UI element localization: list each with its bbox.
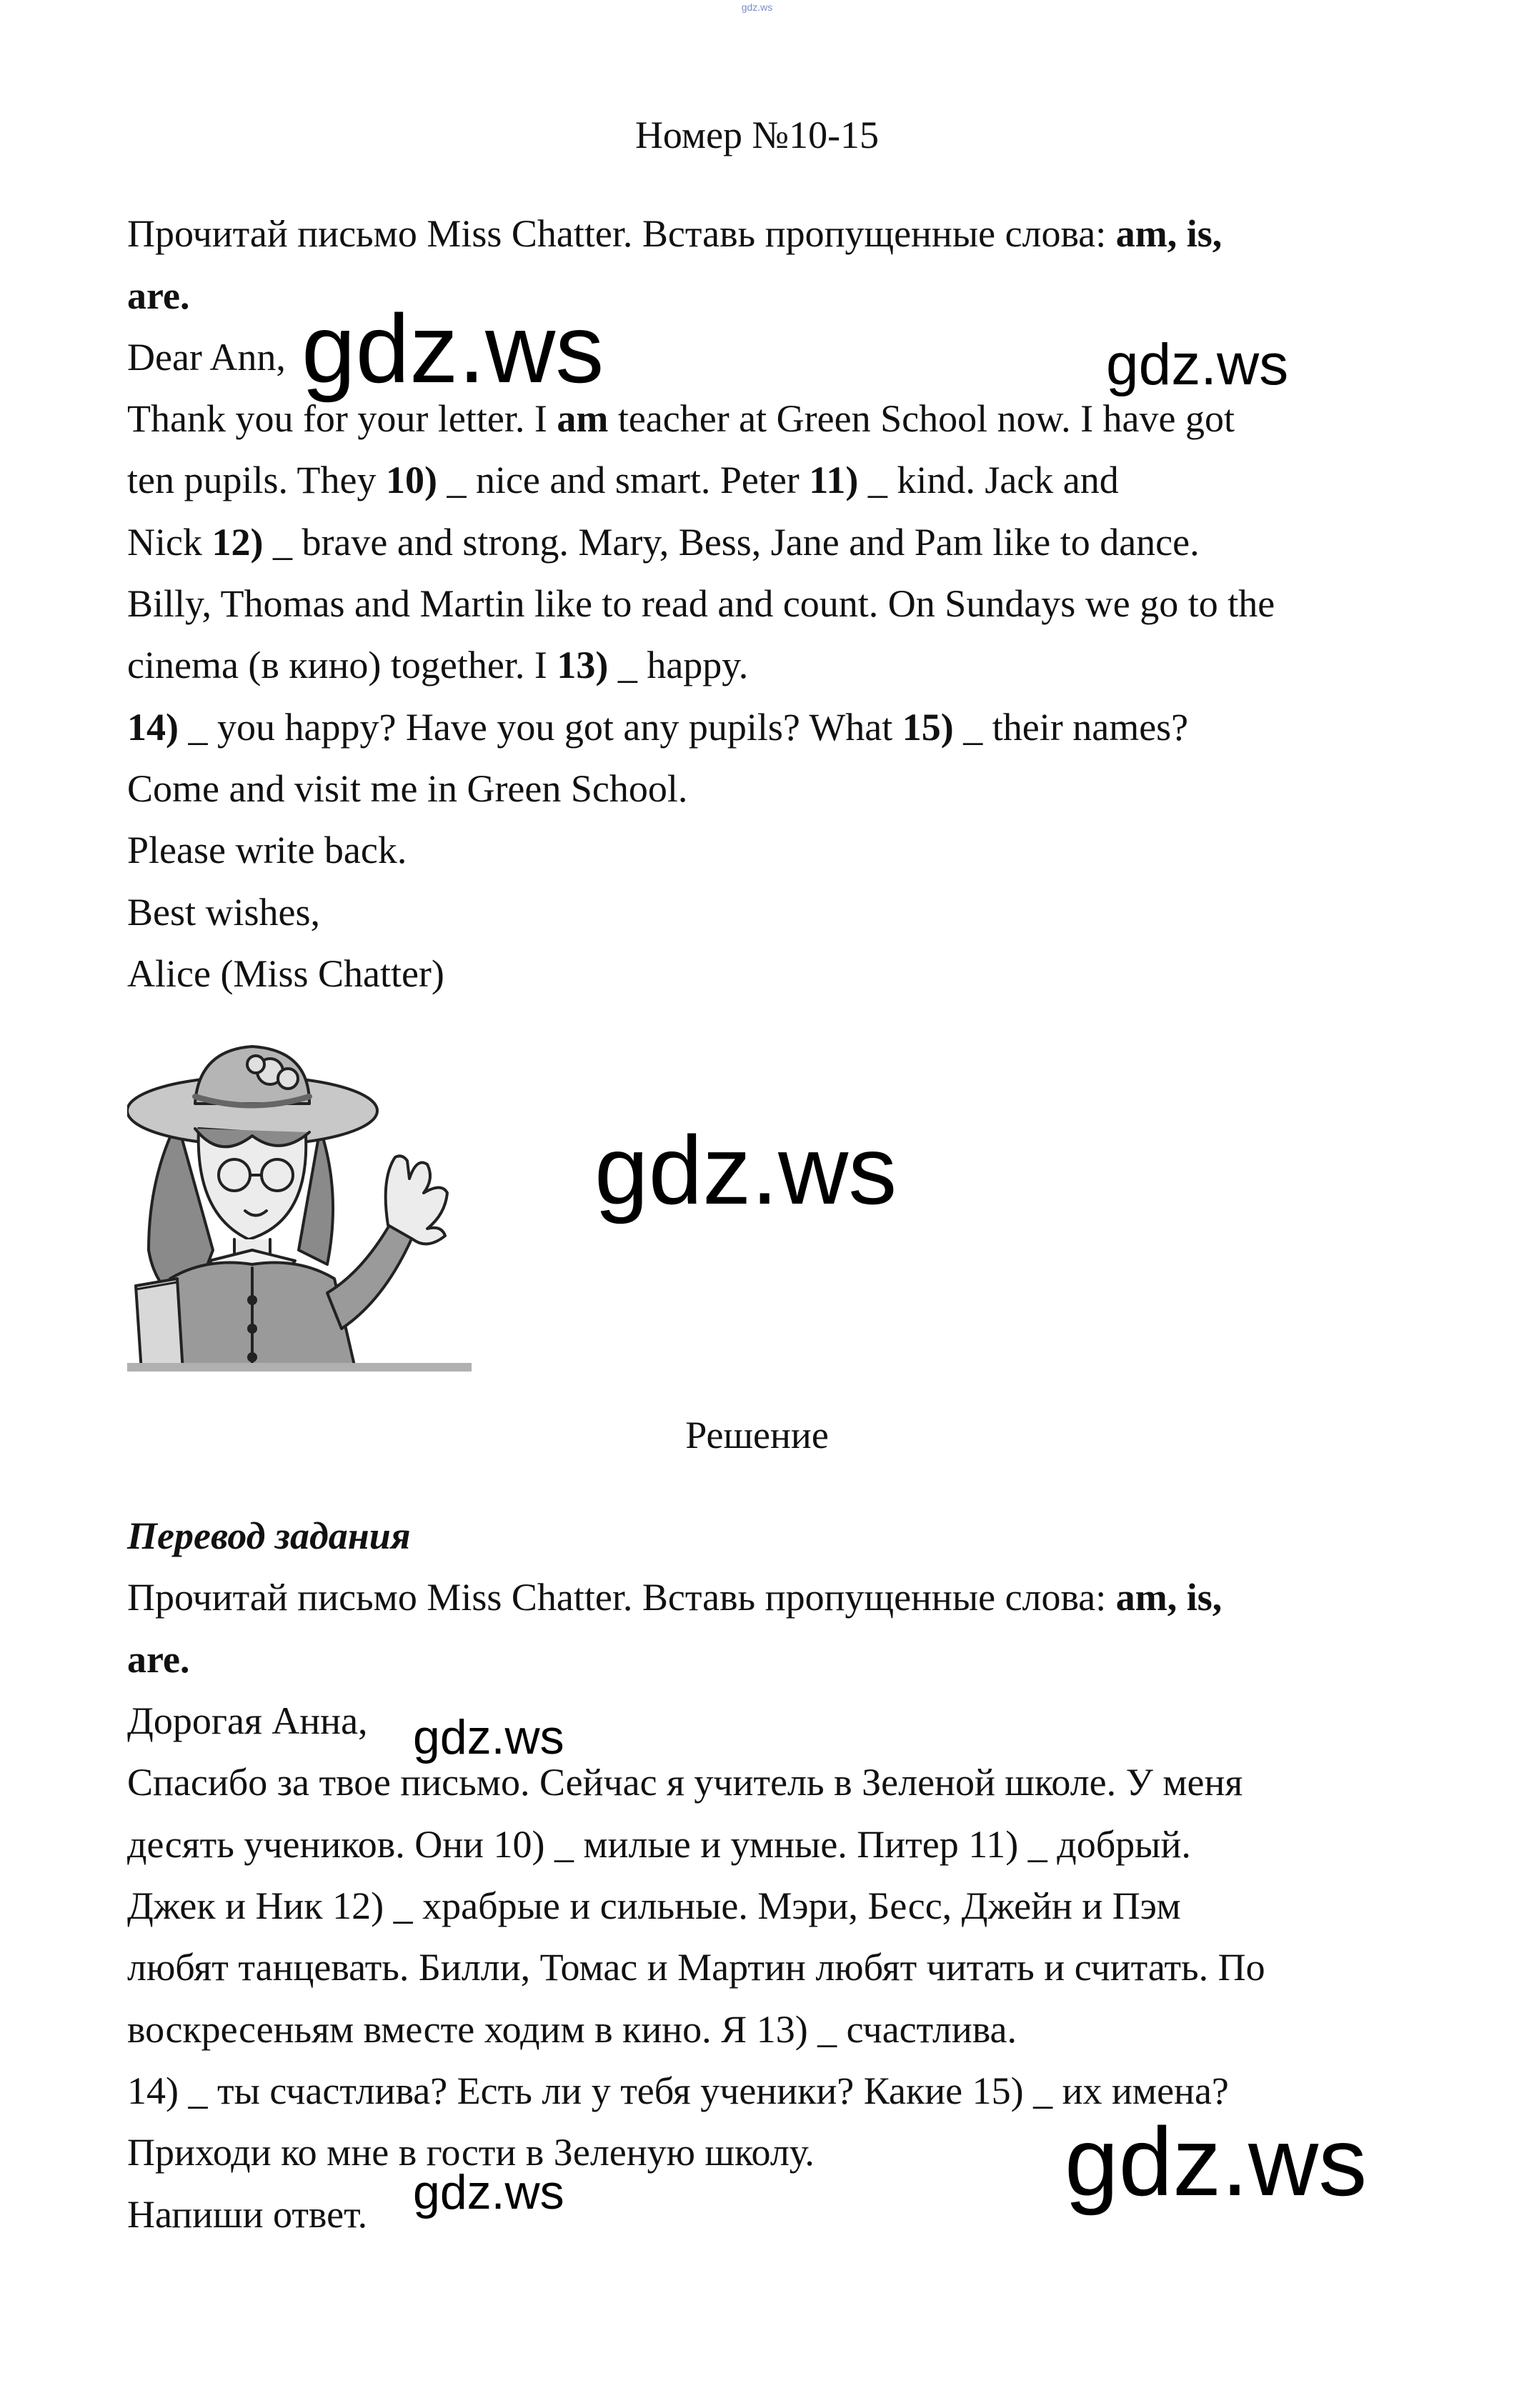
solution-title: Решение — [685, 1414, 829, 1457]
letter-line-8: Please write back. — [127, 829, 407, 871]
letter-line-6 — [127, 706, 1189, 749]
letter-line-6-a: 14) — [127, 706, 179, 749]
teacher-illustration — [127, 1036, 472, 1372]
letter-signature: Alice (Miss Chatter) — [127, 952, 444, 995]
letter-line-1-c: teacher at Green School now. I have got — [608, 397, 1235, 440]
task-line-1-text: Прочитай письмо Miss Chatter. Вставь пропущенные слова: — [127, 212, 1116, 255]
translation-line-1: Спасибо за твое письмо. Сейчас я учитель в Зеленой школе. У меня — [127, 1761, 1243, 1804]
translation-heading: Перевод задания — [127, 1514, 411, 1557]
translation-task-line-1 — [127, 1578, 1222, 1617]
letter-line-3 — [127, 521, 1200, 564]
translation-task-line-2 — [127, 1640, 189, 1679]
letter-line-2-b: 10) — [385, 459, 437, 501]
watermark-2: gdz.ws — [1106, 332, 1289, 397]
letter-line-6-b: _ you happy? Have you got any pupils? What — [178, 706, 902, 749]
translation-line-7: Приходи ко мне в гости в Зеленую школу. — [127, 2131, 815, 2174]
letter-line-1-a: Thank you for your letter. I — [127, 397, 557, 440]
letter-line-2-d: 11) — [809, 459, 859, 501]
letter-line-3-a: Nick — [127, 521, 212, 564]
letter-line-1-b: am — [557, 397, 609, 440]
letter-line-7: Come and visit me in Green School. — [127, 767, 688, 810]
letter-line-2-a: ten pupils. They — [127, 459, 386, 501]
letter-line-3-c: _ brave and strong. Mary, Bess, Jane and Pam like to dance. — [263, 521, 1200, 564]
translation-line-2: десять учеников. Они 10) _ милые и умные. Питер 11) _ добрый. — [127, 1823, 1191, 1866]
watermark-3: gdz.ws — [594, 1116, 897, 1224]
watermark-6: gdz.ws — [413, 2165, 564, 2219]
task-line-1 — [127, 214, 1222, 253]
task-line-2-bold: are. — [127, 274, 190, 317]
letter-line-5-a: cinema (в кино) together. I — [127, 644, 557, 686]
watermark-4: gdz.ws — [413, 1710, 564, 1764]
top-watermark: gdz.ws — [741, 1, 773, 13]
letter-line-6-c: 15) — [902, 706, 954, 749]
letter-line-5-b: 13) — [557, 644, 609, 686]
page-title: Номер №10-15 — [634, 114, 880, 156]
letter-line-5 — [127, 646, 748, 684]
translation-line-8: Напиши ответ. — [127, 2193, 368, 2236]
letter-line-6-d: _ their names? — [953, 706, 1189, 749]
letter-line-9: Best wishes, — [127, 891, 320, 934]
task-line-2 — [127, 276, 189, 315]
translation-line-5: воскресеньям вместе ходим в кино. Я 13) _ счастлива. — [127, 2008, 1017, 2051]
translation-task-line-2-bold: are. — [127, 1638, 190, 1681]
letter-line-3-b: 12) — [211, 521, 264, 564]
letter-line-2 — [127, 461, 1119, 499]
translation-task-line-1-text: Прочитай письмо Miss Chatter. Вставь пропущенные слова: — [127, 1576, 1116, 1619]
translation-line-4: любят танцевать. Билли, Томас и Мартин любят читать и считать. По — [127, 1946, 1265, 1989]
letter-line-5-c: _ happy. — [608, 644, 749, 686]
letter-line-2-e: _ kind. Jack and — [858, 459, 1119, 501]
letter-greeting: Dear Ann, — [127, 336, 286, 379]
translation-line-6: 14) _ ты счастлива? Есть ли у тебя ученики? Какие 15) _ их имена? — [127, 2069, 1229, 2112]
letter-line-2-c: _ nice and smart. Peter — [437, 459, 810, 501]
task-line-1-bold: am, is, — [1115, 212, 1222, 255]
letter-line-1 — [127, 399, 1235, 438]
translation-task-line-1-bold: am, is, — [1115, 1576, 1222, 1619]
watermark-5: gdz.ws — [1065, 2107, 1368, 2216]
translation-line-3: Джек и Ник 12) _ храбрые и сильные. Мэри, Бесс, Джейн и Пэм — [127, 1884, 1181, 1927]
watermark-1: gdz.ws — [302, 294, 604, 403]
translation-greeting: Дорогая Анна, — [127, 1699, 368, 1742]
letter-line-4: Billy, Thomas and Martin like to read and count. On Sundays we go to the — [127, 582, 1275, 625]
